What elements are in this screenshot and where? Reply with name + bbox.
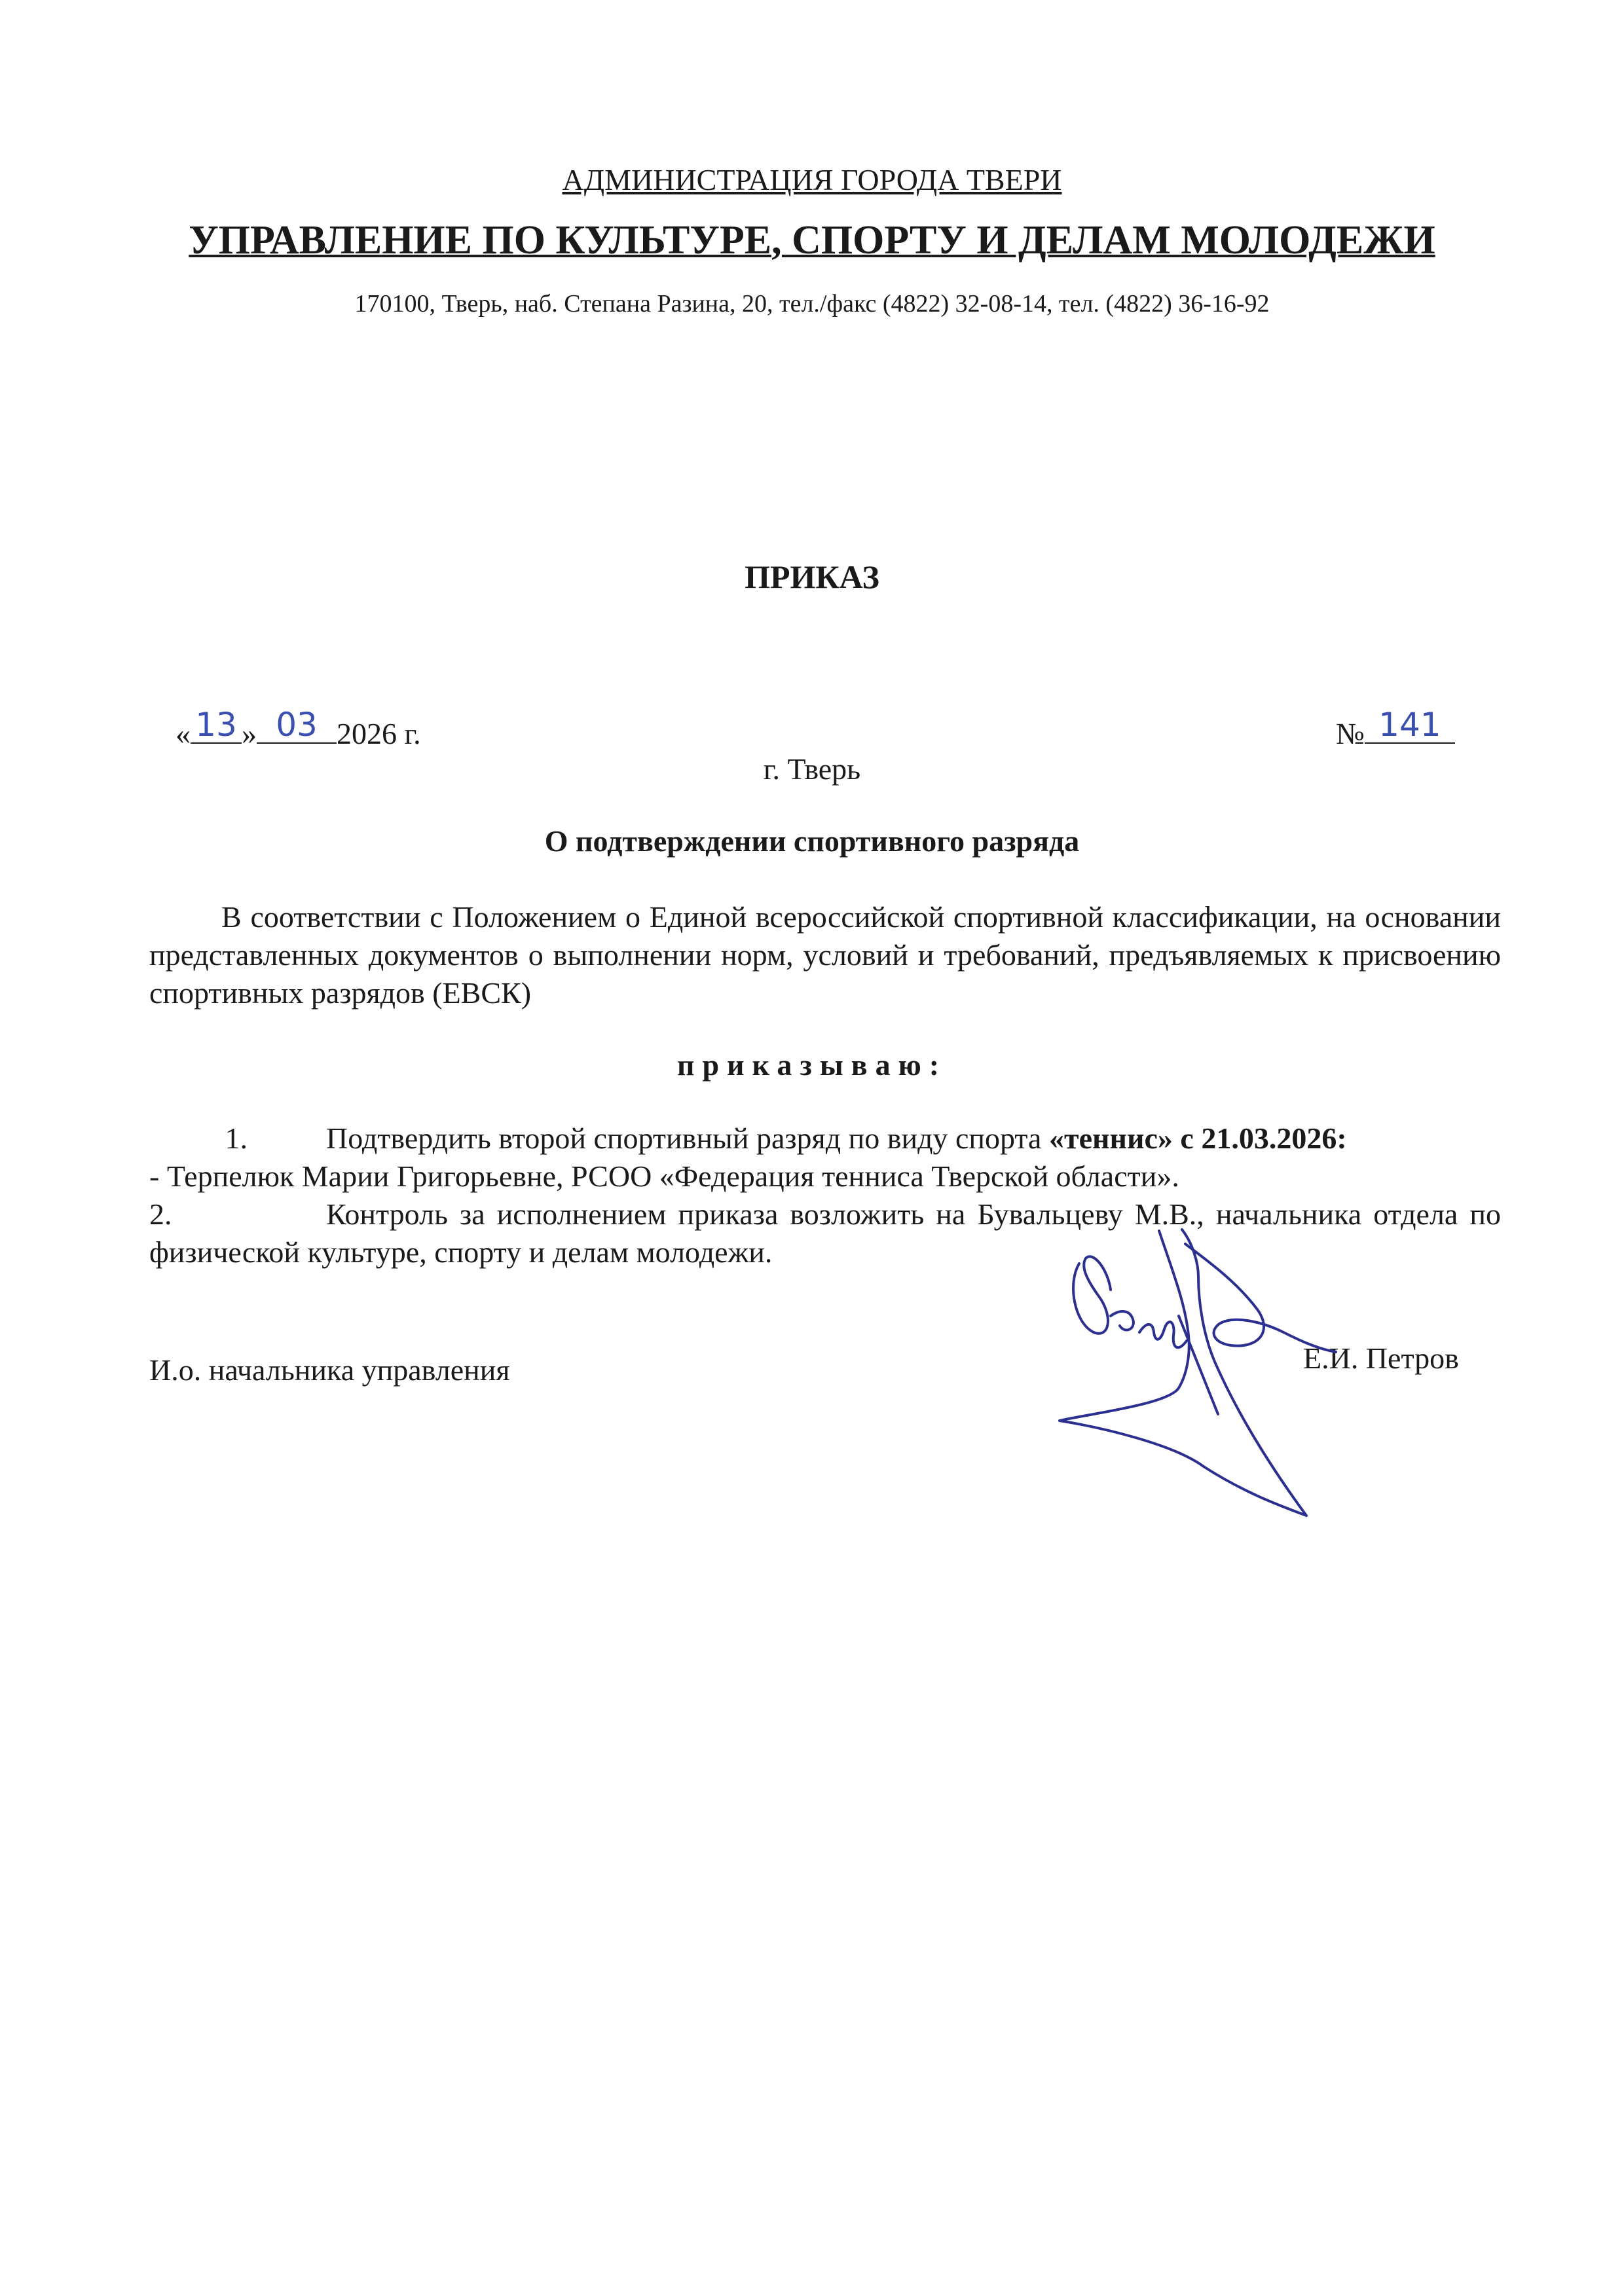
number-handwritten: 141 bbox=[1378, 706, 1441, 744]
order-item-1 bbox=[149, 1120, 1501, 1195]
signatory-position: И.о. начальника управления bbox=[149, 1353, 510, 1387]
date-close-quote: » bbox=[242, 717, 257, 750]
number-sign: № bbox=[1336, 717, 1365, 750]
signature-stroke-swirl bbox=[1185, 1244, 1336, 1352]
department-address: 170100, Тверь, наб. Степана Разина, 20, тел./факс (4822) 32-08-14, тел. (4822) 36-16-92 bbox=[354, 290, 1270, 318]
document-title: ПРИКАЗ bbox=[745, 558, 879, 595]
preamble-paragraph bbox=[149, 898, 1501, 1012]
item-2-text: Контроль за исполнением приказа возложить на Бувальцеву М.В., начальника отдела по физической культуре, спорту и делам молодежи. bbox=[149, 1197, 1501, 1269]
item-1-number: 1. bbox=[225, 1121, 248, 1155]
department-title: УПРАВЛЕНИЕ ПО КУЛЬТУРЕ, СПОРТУ И ДЕЛАМ МОЛОДЕЖИ bbox=[189, 218, 1435, 263]
signature-stroke-loop bbox=[1073, 1256, 1111, 1333]
order-subject: О подтверждении спортивного разряда bbox=[544, 824, 1080, 858]
signatory-name: Е.И. Петров bbox=[1303, 1341, 1459, 1375]
signature-stroke-tail bbox=[1179, 1316, 1218, 1414]
signature-stroke-letters bbox=[1111, 1311, 1187, 1347]
order-date bbox=[175, 706, 421, 751]
item-1-person: - Терпелюк Марии Григорьевне, РСОО «Федерация тенниса Тверской области». bbox=[149, 1159, 1179, 1193]
date-day-handwritten: 13 bbox=[195, 706, 237, 744]
order-keyword: приказываю: bbox=[676, 1048, 948, 1082]
administration-title: АДМИНИСТРАЦИЯ ГОРОДА ТВЕРИ bbox=[562, 163, 1062, 196]
item-2-number: 2. bbox=[149, 1197, 172, 1231]
order-number bbox=[1336, 706, 1455, 751]
city: г. Тверь bbox=[763, 752, 861, 786]
preamble-text: В соответствии с Положением о Единой всероссийской спортивной классификации, на основании представленных документов о выполнении норм, условий и требований, предъявляемых к присвоению спортивных разрядов (ЕВСК) bbox=[149, 900, 1501, 1010]
date-year: 2026 г. bbox=[337, 717, 421, 750]
date-open-quote: « bbox=[175, 717, 191, 750]
date-day-blank bbox=[191, 706, 242, 744]
date-month-handwritten: 03 bbox=[276, 706, 318, 744]
handwritten-signature bbox=[1048, 1218, 1356, 1532]
number-blank bbox=[1365, 706, 1455, 744]
signature-stroke-main bbox=[1060, 1230, 1306, 1516]
item-1-text: Подтвердить второй спортивный разряд по виду спорта bbox=[326, 1121, 1049, 1155]
item-1-bold-text: «теннис» с 21.03.2026: bbox=[1048, 1121, 1347, 1155]
date-month-blank bbox=[257, 706, 337, 744]
